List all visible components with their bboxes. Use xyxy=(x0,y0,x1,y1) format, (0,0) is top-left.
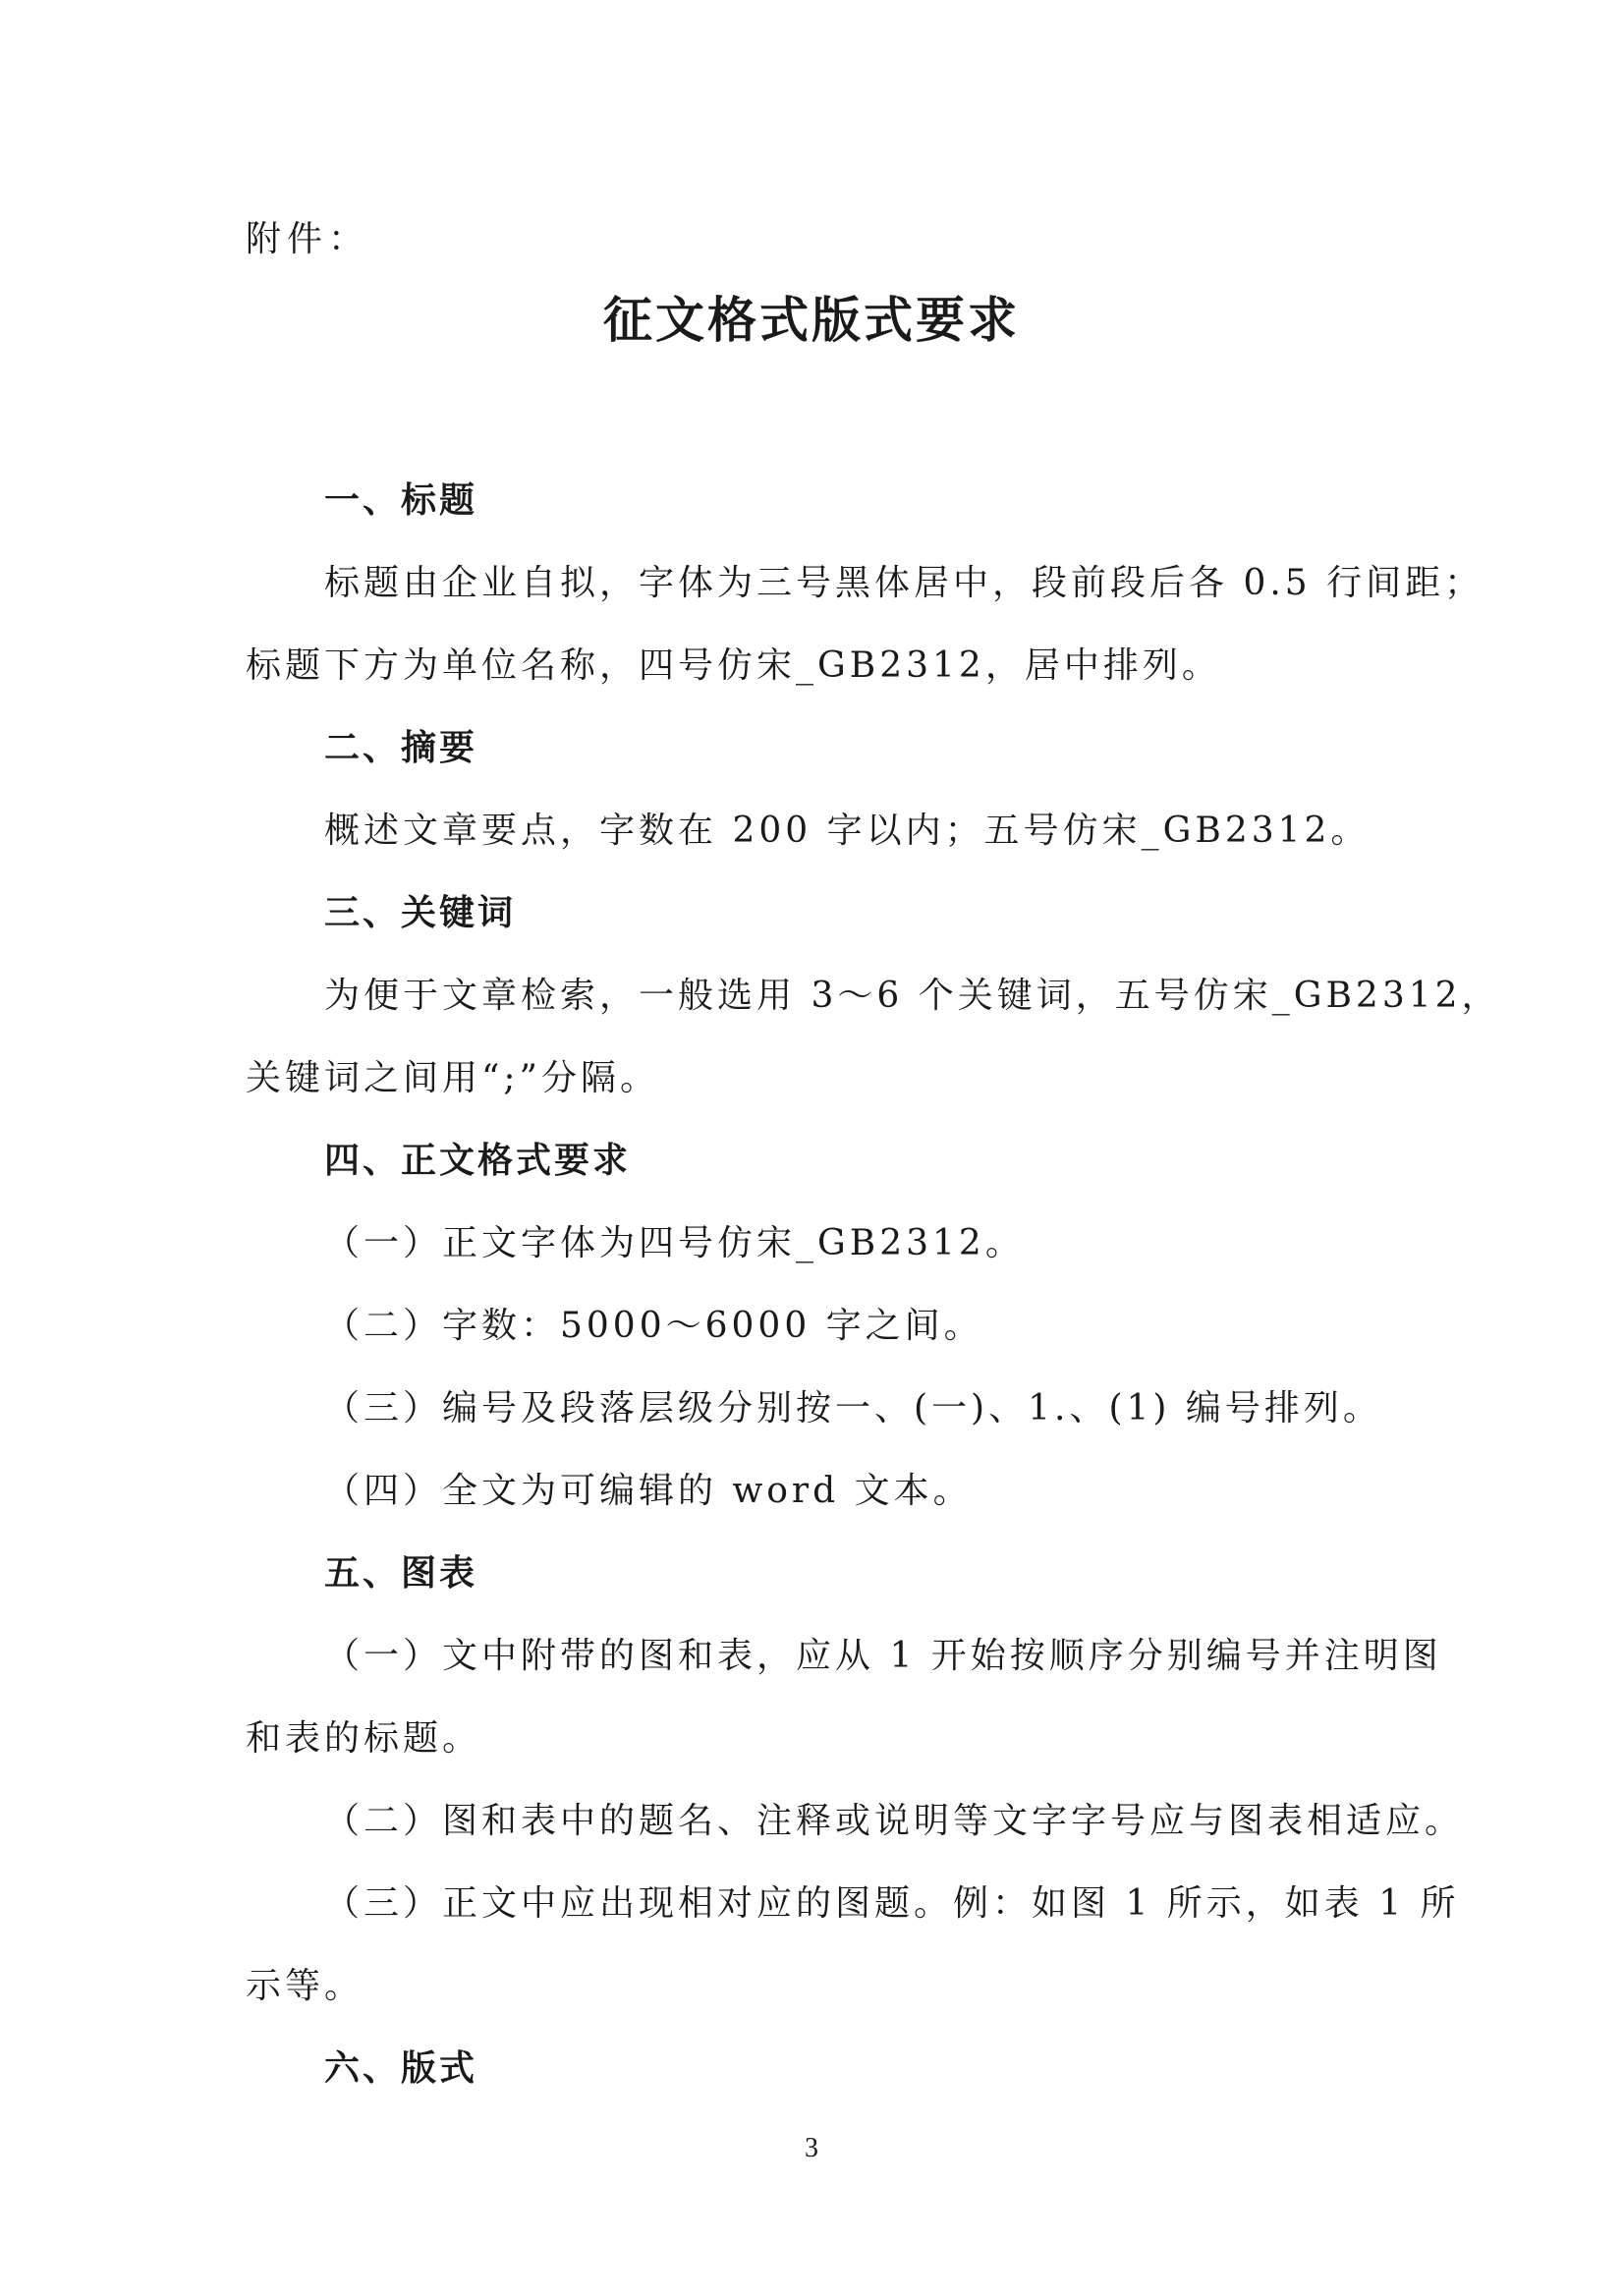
section-heading-body-format: 四、正文格式要求 xyxy=(324,1141,632,1181)
list-item: （一）文中附带的图和表，应从 1 开始按顺序分别编号并注明图 xyxy=(324,1636,1442,1676)
section-heading-abstract: 二、摘要 xyxy=(324,728,478,768)
list-item: （二）字数：5000～6000 字之间。 xyxy=(324,1306,983,1346)
paragraph-line: 和表的标题。 xyxy=(246,1718,482,1759)
paragraph-line: 标题下方为单位名称，四号仿宋_GB2312，居中排列。 xyxy=(246,645,1221,686)
list-item: （一）正文字体为四号仿宋_GB2312。 xyxy=(324,1223,1025,1263)
list-item: （二）图和表中的题名、注释或说明等文字字号应与图表相适应。 xyxy=(324,1801,1465,1841)
section-heading-figures: 五、图表 xyxy=(324,1553,478,1594)
paragraph-line: 标题由企业自拟，字体为三号黑体居中，段前段后各 0.5 行间距； xyxy=(324,563,1484,603)
paragraph-line: 概述文章要点，字数在 200 字以内；五号仿宋_GB2312。 xyxy=(324,811,1371,851)
section-heading-layout: 六、版式 xyxy=(324,2048,478,2089)
attachment-label: 附件： xyxy=(246,219,370,259)
page-number: 3 xyxy=(805,2133,818,2163)
section-heading-title: 一、标题 xyxy=(324,480,478,521)
paragraph-line: 为便于文章检索，一般选用 3～6 个关键词，五号仿宋_GB2312， xyxy=(324,976,1501,1016)
paragraph-line: 关键词之间用“;”分隔。 xyxy=(246,1058,659,1098)
section-heading-keywords: 三、关键词 xyxy=(324,893,517,933)
paragraph-line: 示等。 xyxy=(246,1966,364,2006)
list-item: （三）正文中应出现相对应的图题。例：如图 1 所示，如表 1 所 xyxy=(324,1883,1460,1924)
document-title: 征文格式版式要求 xyxy=(603,291,1020,349)
list-item: （三）编号及段落层级分别按一、(一)、1.、(1) 编号排列。 xyxy=(324,1388,1382,1428)
list-item: （四）全文为可编辑的 word 文本。 xyxy=(324,1471,973,1511)
